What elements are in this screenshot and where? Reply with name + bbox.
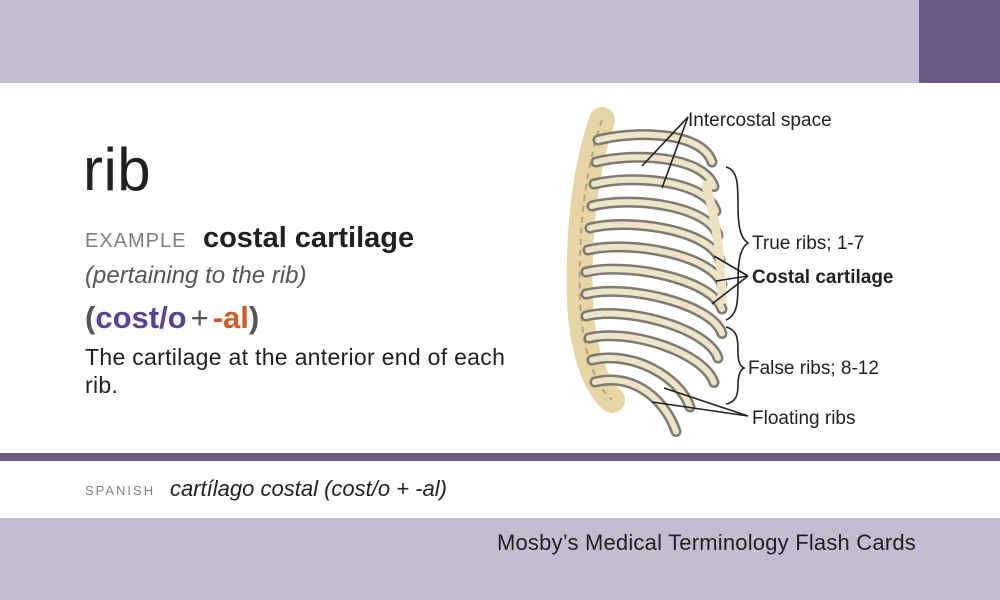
- section-divider: [0, 453, 1000, 461]
- example-label: EXAMPLE: [85, 230, 187, 252]
- term-title: rib: [83, 136, 152, 203]
- word-parts-open: (: [85, 300, 96, 335]
- rib-cage-illustration: [540, 95, 940, 445]
- corner-tab: [919, 0, 1000, 83]
- example-line: [85, 222, 414, 255]
- header-band: [0, 0, 1000, 83]
- label-true-ribs: True ribs; 1-7: [752, 233, 865, 254]
- word-parts-plus: +: [190, 300, 209, 335]
- example-word: costal cartilage: [202, 222, 415, 254]
- example-meaning: (pertaining to the rib): [85, 262, 307, 289]
- word-suffix: -al: [212, 300, 249, 335]
- word-parts-close: ): [248, 300, 260, 335]
- spanish-label: SPANISH: [85, 483, 156, 498]
- definition-text: The cartilage at the anterior end of each rib.: [85, 344, 506, 398]
- spanish-term: cartílago costal (cost/o + -al): [170, 476, 447, 501]
- label-floating-ribs: Floating ribs: [752, 408, 856, 429]
- word-root: cost/o: [95, 300, 187, 335]
- label-intercostal-space: Intercostal space: [688, 110, 832, 131]
- word-parts: [85, 300, 259, 336]
- label-costal-cartilage: Costal cartilage: [752, 267, 894, 288]
- rib-cage-drawing: [580, 120, 722, 432]
- footer-title: Mosby’s Medical Terminology Flash Cards: [496, 530, 916, 555]
- label-false-ribs: False ribs; 8-12: [748, 358, 879, 379]
